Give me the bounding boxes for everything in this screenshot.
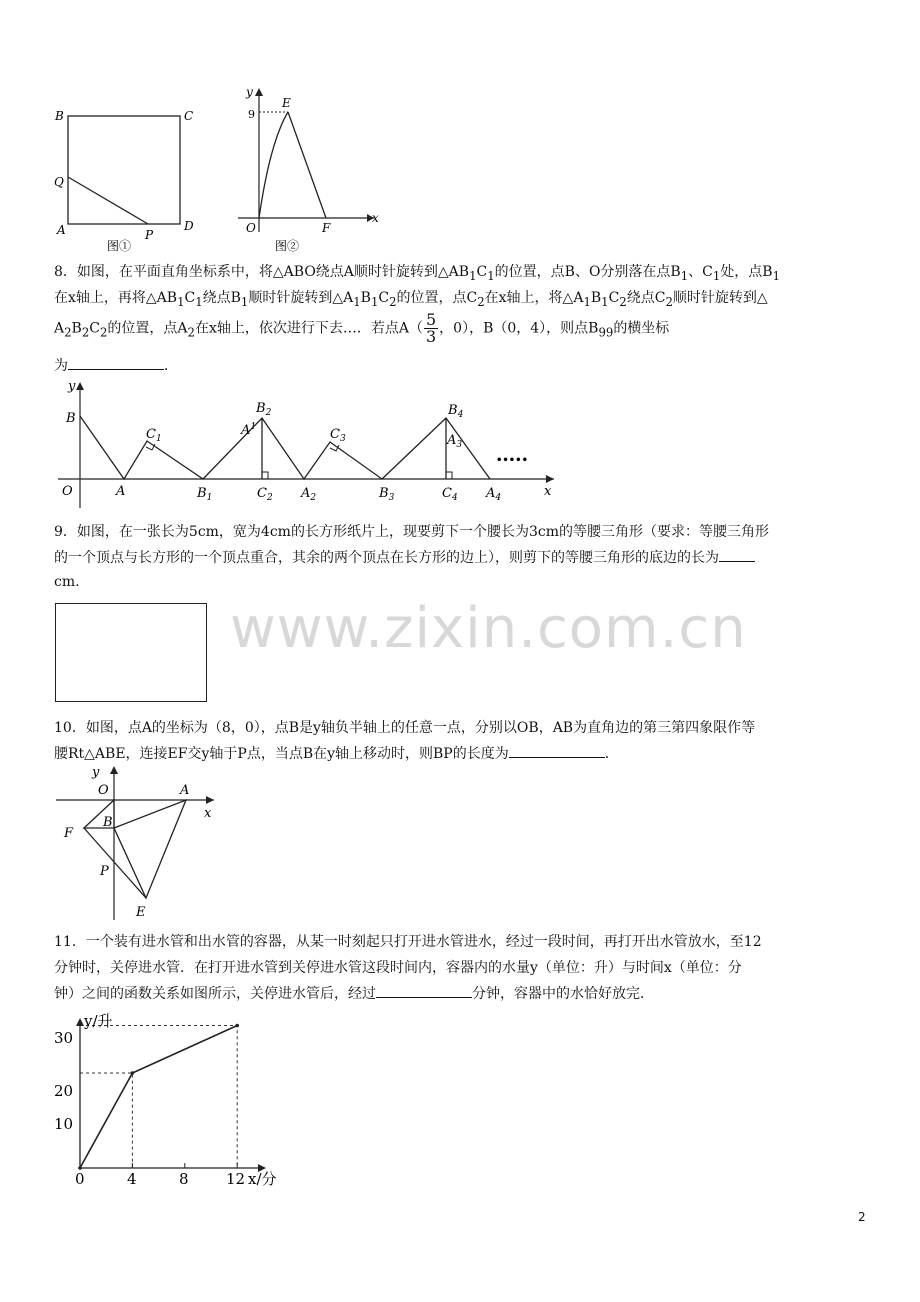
page-number: 2 [858,1210,866,1224]
fig8-label-a: A [116,484,126,499]
fig8-label-a3: $A_3$ [447,433,463,450]
fig8-right-angle-2 [446,472,452,479]
q9-rectangle [55,603,207,702]
fig2-label-e: E [282,96,291,110]
q9-line2: 的一个顶点与长方形的一个顶点重合，其余的两个顶点在长方形的边上），则剪下的等腰三角形的底边的长为 [54,544,755,572]
fig1-segment-qp [68,177,148,224]
fig8-label-x: x [544,484,552,499]
fig11-ytick-20: 20 [54,1082,74,1100]
fig8-label-a2: $A_2$ [301,486,317,503]
fig11-xtick-8: 8 [179,1170,189,1188]
fig11-xlabel: x/分 [248,1170,277,1188]
fig8-label-b4: $B_4$ [448,403,464,420]
fig10-segment-ef [84,828,146,898]
q8-line4: 为 ． [54,352,178,380]
figure-11-chart [50,1008,300,1188]
fig8-label-c2: $C_2$ [257,486,273,503]
fig10-label-y: y [92,765,100,780]
figure-1-2 [50,82,400,258]
q9-line3: cm. [54,574,80,590]
fig10-y-arrow [110,766,118,774]
q11-line3: 钟）之间的函数关系如图所示，关停进水管后，经过 分钟，容器中的水恰好放完． [54,980,654,1008]
fig10-label-p: P [100,864,109,879]
fig8-label-c4: $C_4$ [442,486,458,503]
fig11-ytick-10: 10 [54,1115,74,1133]
fig11-ytick-30: 30 [54,1029,74,1047]
fig8-label-y: y [68,379,76,394]
fig10-label-a: A [180,783,190,798]
q10-line1: 10．如图，点A的坐标为（8，0），点B是y轴负半轴上的任意一点，分别以OB，AB为直角边的第三第四象限作等 [54,720,756,736]
fig11-xtick-4: 4 [127,1170,137,1188]
fig1-label-q: Q [54,175,64,189]
q10-line2: 腰Rt△ABE，连接EF交y轴于P点，当点B在y轴上移动时，则BP的长度为 ． [54,740,619,768]
q8-line2: 在x轴上，再将$\triangle AB_1C_1$绕点$B_1$顺时针旋转到$\triangle A_1B_1C_2$的位置，点$C_2$在x轴上，将$\triangle A_1B_1C_2$绕点$C_2$顺时针旋转到△ [54,290,768,309]
fig11-xtick-12: 12 [226,1170,246,1188]
fig8-label-b: B [66,411,76,426]
fig8-zigzag [80,416,490,479]
fig2-curve-oe [259,112,288,218]
fig8-label-b3: $B_3$ [379,486,395,503]
fig8-label-b2: $B_2$ [256,401,272,418]
q8-fraction: $\frac{5}{3}$ [425,310,437,346]
fig8-label-c1: $C_1$ [146,427,162,444]
watermark: www.zixin.com.cn [230,596,747,661]
fig10-x-arrow [206,796,214,804]
q8-line1: 8．如图，在平面直角坐标系中，将△ABO绕点A顺时针旋转到$\triangle AB_1C_1$的位置，点B、O分别落在点$B_1$、$C_1$处，点$B_1$ [54,264,780,283]
fig11-guide-line [80,1026,237,1169]
fig1-label-b: B [55,109,64,123]
fig8-label-c3: $C_3$ [330,427,346,444]
fig2-segment-ef [288,112,326,218]
q10-answer-blank[interactable] [509,741,605,758]
fig1-square [68,116,180,224]
fig11-data-point [131,1071,135,1075]
fig1-label-a: A [57,223,66,237]
fig8-ellipsis: ••••• [496,455,528,466]
fig8-label-o: O [62,484,73,499]
q9-line1: 9．如图，在一张长为5cm，宽为4cm的长方形纸片上，现要剪下一个腰长为3cm的等腰三角形（要求：等腰三角形 [54,524,769,540]
q11-line2: 分钟时，关停进水管．在打开进水管到关停进水管这段时间内，容器内的水量y（单位：升）与时间x（单位：分 [54,960,742,976]
fig10-label-e: E [136,905,146,920]
fig1-label-c: C [184,109,194,123]
fig10-triangle-abe [114,800,186,898]
fig1-caption: 图① [107,239,132,253]
figure-10 [54,762,224,922]
fig1-label-p: P [145,228,154,242]
fig8-x-arrow [546,475,554,483]
fig10-label-x: x [204,806,212,821]
fig2-label-y: y [246,85,253,99]
q8-line3: $A_2B_2C_2$的位置，点$A_2$在x轴上，依次进行下去…．若点A（ $\frac{5}{3}$ ，0），B（0，4），则点$B_{99}$的横坐标 [54,310,670,346]
fig10-label-o: O [98,783,109,798]
fig8-label-b1: $B_1$ [197,486,213,503]
fig2-caption: 图② [275,239,300,253]
fig2-y-arrow [255,88,263,96]
fig8-label-a1: $A^1$ [241,422,257,438]
fig1-label-d: D [184,219,194,233]
fig2-label-o: O [246,221,256,235]
q11-line1: 11．一个装有进水管和出水管的容器，从某一时刻起只打开进水管进水，经过一段时间，再打开出水管放水，至12 [54,934,762,950]
figure-8 [54,378,564,514]
fig11-data-point [235,1024,239,1028]
fig11-series-line [80,1026,237,1169]
fig10-label-f: F [64,826,74,841]
q8-answer-blank[interactable] [68,353,164,370]
q11-answer-blank[interactable] [376,981,472,998]
fig11-xtick-0: 0 [75,1170,85,1188]
fig8-right-angle-1 [262,472,268,479]
fig2-label-x: x [372,211,379,225]
fig10-label-b: B [103,815,113,830]
fig11-y-arrow [76,1018,84,1026]
fig8-label-a4: $A_4$ [486,486,502,503]
fig11-ylabel: y/升 [84,1012,113,1030]
q9-answer-blank[interactable] [719,545,755,562]
fig2-label-f: F [322,221,331,235]
fig8-y-arrow [76,382,84,390]
fig2-label-9: 9 [248,108,255,121]
